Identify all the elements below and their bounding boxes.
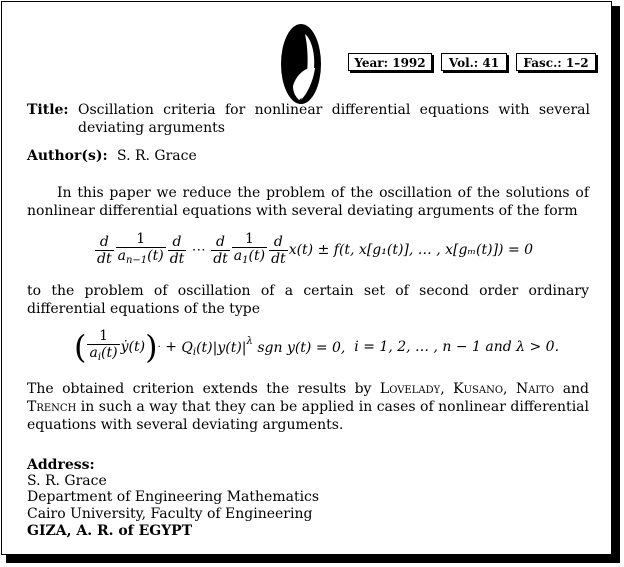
formula-second-order: ( $\frac{1}{a_i(t)}$ ẏ(t) ) · + $Q_i(t)|y(t)|^\lambda$ sgn y(t) = 0, i = 1, 2, … , n − 1 and λ > 0.: [74, 328, 560, 366]
formula-differential-operator: $\frac{d}{dt}$ $\frac{1}{a_{n-1}(t)}$ $\frac{d}{dt}$ ⋯ $\frac{d}{dt}$ $\frac{1}{a_1(t)}$ $\frac{d}{dt}$ x(t) ± f(t, x[g₁(t)], … , x[gₘ(t)]) = 0: [97, 231, 534, 267]
title-label: Title:: [27, 102, 69, 118]
abstract-paragraph-1: In this paper we reduce the problem of the oscillation of the solutions of nonlinear differential equations with several deviating arguments of the form: [27, 185, 589, 219]
author-name: S. R. Grace: [117, 148, 197, 164]
paragraph-3-start: The obtained criterion extends the results by: [27, 381, 380, 397]
page-shadow-right: [612, 6, 620, 563]
cited-author-1: Lovelady: [379, 381, 441, 397]
cited-author-2: Kusano: [453, 381, 504, 397]
address-label: Address:: [27, 457, 95, 473]
abstract-paragraph-3: The obtained criterion extends the results by Lovelady, Kusano, Naito and Trench in such a way that they can be applied in cases of nonlinear differential equations with several deviating arguments.: [27, 381, 590, 433]
cited-author-4: Trench: [27, 399, 77, 415]
page-shadow-bottom: [6, 555, 620, 563]
journal-logo-icon: [279, 22, 323, 106]
address-name: S. R. Grace: [27, 473, 107, 489]
cited-author-3: Naito: [515, 381, 555, 397]
address-city: GIZA, A. R. of EGYPT: [27, 523, 193, 539]
formula-1-tail: x(t) ± f(t, x[g₁(t)], … , x[gₘ(t)]) = 0: [288, 242, 534, 258]
paper-title: Oscillation criteria for nonlinear differential equations with several deviating arguments: [78, 102, 590, 136]
paragraph-3-end: in such a way that they can be applied in cases of nonlinear differential equations with several deviating arguments.: [27, 399, 589, 433]
address-department: Department of Engineering Mathematics: [27, 489, 320, 505]
fascicle-badge: Fasc.: 1–2: [516, 53, 596, 71]
abstract-paragraph-2: to the problem of oscillation of a certain set of second order ordinary differential equations of the type: [27, 283, 589, 317]
year-badge: Year: 1992: [348, 53, 432, 71]
author-label: Author(s):: [27, 148, 108, 164]
address-university: Cairo University, Faculty of Engineering: [27, 506, 313, 522]
volume-badge: Vol.: 41: [441, 53, 507, 71]
formula-2-condition: i = 1, 2, … , n − 1 and λ > 0.: [354, 339, 560, 355]
